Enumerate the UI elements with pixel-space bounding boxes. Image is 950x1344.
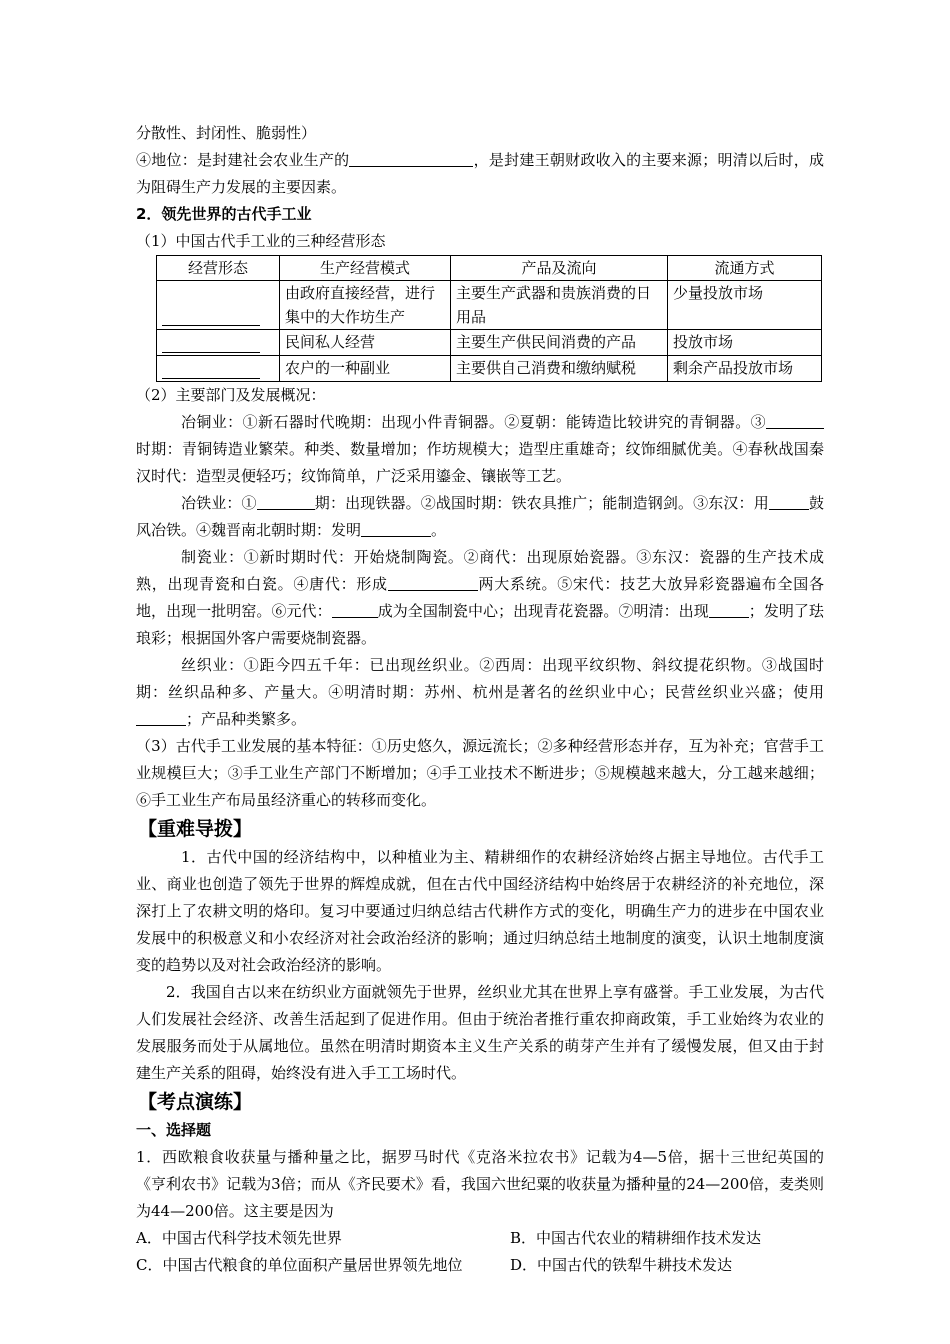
options-row-1 (136, 1225, 824, 1252)
table-header: 生产经营模式 (280, 256, 451, 281)
porcelain-paragraph: 制瓷业：①新时期时代：开始烧制陶瓷。②商代：出现原始瓷器。③东汉：瓷器的生产技术成熟，出现青瓷和白瓷。④唐代：形成 两大系统。⑤宋代：技艺大放异彩瓷器遍布全国各地，出现一批明窑。⑥元代： 成为全国制瓷中心；出现青花瓷器。⑦明清：出现 ；发明了珐琅彩；根据国外客户需要烧制瓷器。 (136, 548, 824, 647)
guide-paragraph-1: 1．古代中国的经济结构中，以种植业为主、精耕细作的农耕经济始终占据主导地位。古代手工业、商业也创造了领先于世界的辉煌成就，但在古代中国经济结构中始终居于农耕经济的补充地位，深深打上了农耕文明的烙印。复习中要通过归纳总结古代耕作方式的变化，明确生产力的进步在中国农业发展中的积极意义和小农经济对社会政治经济的影响；通过归纳总结土地制度的演变，认识土地制度演变的趋势以及对社会政治经济的影响。 (136, 848, 824, 974)
option-d[interactable]: D．中国古代的铁犁牛耕技术发达 (510, 1256, 733, 1274)
table-row (157, 281, 822, 330)
table-cell: 主要生产武器和贵族消费的日用品 (451, 281, 668, 330)
options-row-2 (136, 1252, 824, 1279)
fill-blank[interactable] (136, 709, 186, 726)
document-page (136, 120, 824, 1279)
fill-blank[interactable] (766, 412, 824, 429)
guide-paragraph-2: 2．我国自古以来在纺织业方面就领先于世界，丝织业尤其在世界上享有盛誉。手工业发展，为古代人们发展社会经济、改善生活起到了促进作用。但由于统治者推行重农抑商政策，手工业始终为农业的发展服务而处于从属地位。虽然在明清时期资本主义生产关系的萌芽产生并有了缓慢发展，但又由于封建生产关系的阻碍，始终没有进入手工工场时代。 (136, 983, 824, 1082)
position-item: ④地位：是封建社会农业生产的 ，是封建王朝财政收入的主要来源；明清以后时，成为阻碍生产力发展的主要因素。 (136, 151, 824, 196)
option-c[interactable]: C．中国古代粮食的单位面积产量居世界领先地位 (136, 1256, 463, 1274)
fill-blank[interactable] (349, 150, 473, 167)
fill-blank[interactable] (769, 493, 809, 510)
fill-blank[interactable] (709, 601, 749, 618)
silk-paragraph: 丝织业：①距今四五千年：已出现丝织业。②西周：出现平纹织物、斜纹提花织物。③战国时期：丝织品种多、产量大。④明清时期：苏州、杭州是著名的丝织业中心；民营丝织业兴盛；使用；产品种类繁多。 (136, 656, 824, 728)
table-cell: 主要生产供民间消费的产品 (451, 330, 668, 356)
table-cell: 投放市场 (668, 330, 822, 356)
table-header-row (157, 256, 822, 281)
table-cell (157, 281, 280, 330)
table-cell (157, 356, 280, 382)
section-title: 2．领先世界的古代手工业 (136, 205, 312, 223)
intro-line: 分散性、封闭性、脆弱性） (136, 124, 317, 142)
fill-blank[interactable] (162, 332, 260, 353)
option-a[interactable]: A．中国古代科学技术领先世界 (136, 1229, 342, 1247)
table-cell: 少量投放市场 (668, 281, 822, 330)
subheading-3: （3）古代手工业发展的基本特征：①历史悠久，源远流长；②多种经营形态并存，互为补充；官营手工业规模巨大；③手工业生产部门不断增加；④手工业技术不断进步；⑤规模越来越大，分工越来越细；⑥手工业生产布局虽经济重心的转移而变化。 (136, 737, 824, 809)
fill-blank[interactable] (257, 493, 315, 510)
table-header: 经营形态 (157, 256, 280, 281)
practice-section: 一、选择题 (136, 1121, 212, 1139)
table-cell (157, 330, 280, 356)
table-cell: 主要供自己消费和缴纳赋税 (451, 356, 668, 382)
subheading-2: （2）主要部门及发展概况： (136, 386, 326, 404)
table-header: 产品及流向 (451, 256, 668, 281)
guide-title: 【重难导拨】 (138, 818, 253, 840)
table-row (157, 356, 822, 382)
fill-blank[interactable] (162, 305, 260, 326)
fill-blank[interactable] (361, 520, 431, 537)
fill-blank[interactable] (162, 358, 260, 379)
option-b[interactable]: B．中国古代农业的精耕细作技术发达 (510, 1229, 762, 1247)
table-cell: 由政府直接经营，进行集中的大作坊生产 (280, 281, 451, 330)
table-header: 流通方式 (668, 256, 822, 281)
question-1: 1．西欧粮食收获量与播种量之比，据罗马时代《克洛米拉农书》记载为4—5倍，据十三世纪英国的《亨利农书》记载为3倍；而从《齐民要术》看，我国六世纪粟的收获量为播种量的24—200倍，麦类则为44—200倍。这主要是因为 (136, 1148, 824, 1220)
table-row (157, 330, 822, 356)
iron-paragraph: 冶铁业：① 期：出现铁器。②战国时期：铁农具推广；能制造钢剑。③东汉：用 鼓风冶铁。④魏晋南北朝时期：发明 。 (136, 494, 824, 539)
fill-blank[interactable] (388, 574, 478, 591)
table-cell: 农户的一种副业 (280, 356, 451, 382)
fill-blank[interactable] (332, 601, 378, 618)
practice-title: 【考点演练】 (138, 1091, 253, 1113)
copper-paragraph: 冶铜业：①新石器时代晚期：出现小件青铜器。②夏朝：能铸造比较讲究的青铜器。③时期：青铜铸造业繁荣。种类、数量增加；作坊规模大；造型庄重雄奇；纹饰细腻优美。④春秋战国秦汉时代：造型灵便轻巧；纹饰简单，广泛采用鎏金、镶嵌等工艺。 (136, 413, 824, 485)
subheading-1: （1）中国古代手工业的三种经营形态 (136, 232, 386, 250)
table-cell: 剩余产品投放市场 (668, 356, 822, 382)
business-forms-table (156, 255, 822, 382)
table-cell: 民间私人经营 (280, 330, 451, 356)
